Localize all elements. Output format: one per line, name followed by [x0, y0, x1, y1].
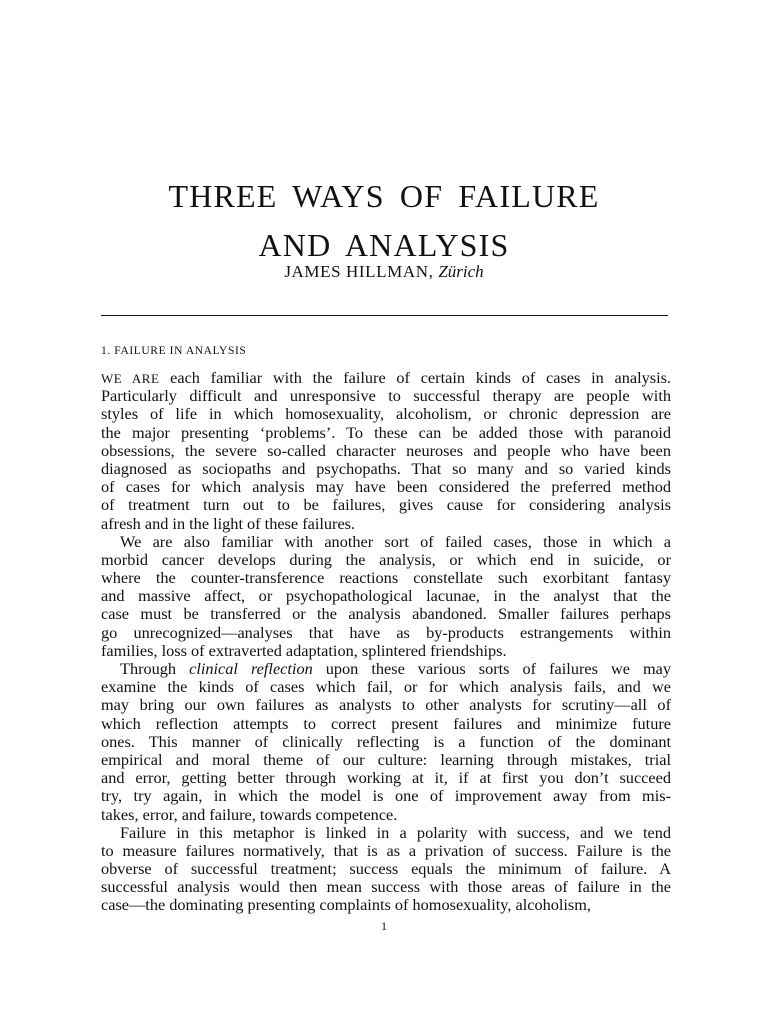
article-title	[0, 172, 768, 270]
italic-term: clinical reflection	[189, 659, 313, 678]
text-line: may bring our own failures as analysts to other analysts for scrutiny—all of	[101, 695, 671, 715]
section-heading: 1. FAILURE IN ANALYSIS	[101, 345, 247, 357]
text-line: Failure in this metaphor is linked in a polarity with success, and we tend	[120, 822, 671, 842]
text-line: examine the kinds of cases which fail, or for which analysis fails, and we	[101, 677, 671, 697]
text-line: of treatment turn out to be failures, gives cause for considering analysis	[101, 495, 671, 515]
text-line: of cases for which analysis may have been considered the preferred method	[101, 477, 671, 497]
text-line: and massive affect, or psychopathological lacunae, in the analyst that the	[101, 586, 671, 606]
author-line	[0, 262, 768, 282]
text-line: and error, getting better through working at it, if at first you don’t succeed	[101, 768, 671, 788]
paragraph	[101, 660, 671, 824]
text-line: Particularly difficult and unresponsive to successful therapy are people with	[101, 386, 671, 406]
text-line: ones. This manner of clinically reflecting is a function of the dominant	[101, 731, 671, 751]
text-line: where the counter-transference reactions constellate such exorbitant fantasy	[101, 568, 671, 588]
author-name: JAMES HILLMAN,	[284, 262, 434, 281]
text-line: styles of life in which homosexuality, alcoholism, or chronic depression are	[101, 404, 671, 424]
title-divider	[101, 315, 668, 316]
text-line: Through clinical reflection upon these various sorts of failures we may	[120, 659, 671, 678]
paragraph	[101, 533, 671, 660]
paragraph	[101, 369, 671, 533]
author-place: Zürich	[438, 262, 484, 281]
text-line: empirical and moral theme of our culture: learning through mistakes, trial	[101, 749, 671, 769]
text-line: takes, error, and failure, towards competence.	[101, 804, 398, 824]
text-line: afresh and in the light of these failures.	[101, 513, 356, 533]
text-line: obverse of successful treatment; success equals the minimum of failure. A	[101, 859, 671, 879]
page-number: 1	[381, 919, 387, 933]
text-line: the major presenting ‘problems’. To these can be added those with paranoid	[101, 422, 671, 442]
text-line: to measure failures normatively, that is as a privation of success. Failure is the	[101, 840, 671, 860]
smallcaps-lead: WE ARE	[101, 371, 160, 386]
text-line: which reflection attempts to correct present failures and minimize future	[101, 713, 671, 733]
text-line: families, loss of extraverted adaptation, splintered friendships.	[101, 640, 507, 660]
body-text	[101, 369, 671, 915]
text-line: case—the dominating presenting complaints of homosexuality, alcoholism,	[101, 895, 591, 915]
text-line: morbid cancer develops during the analysis, or which end in suicide, or	[101, 549, 671, 569]
text-line: successful analysis would then mean success with those areas of failure in the	[101, 877, 671, 897]
text-line: obsessions, the severe so-called character neuroses and people who have been	[101, 440, 671, 460]
title-line-1: THREE WAYS OF FAILURE	[168, 178, 600, 214]
title-line-2: AND ANALYSIS	[258, 227, 510, 263]
text-line: go unrecognized—analyses that have as by-products estrangements within	[101, 622, 671, 642]
text-line: WE ARE each familiar with the failure of certain kinds of cases in analysis.	[101, 368, 671, 387]
paragraph	[101, 824, 671, 915]
text-line: case must be transferred or the analysis abandoned. Smaller failures perhaps	[101, 604, 671, 624]
text-line: try, try again, in which the model is one of improvement away from mis-	[101, 786, 671, 806]
text-line: diagnosed as sociopaths and psychopaths. That so many and so varied kinds	[101, 458, 671, 478]
text-line: We are also familiar with another sort of failed cases, those in which a	[120, 531, 671, 551]
